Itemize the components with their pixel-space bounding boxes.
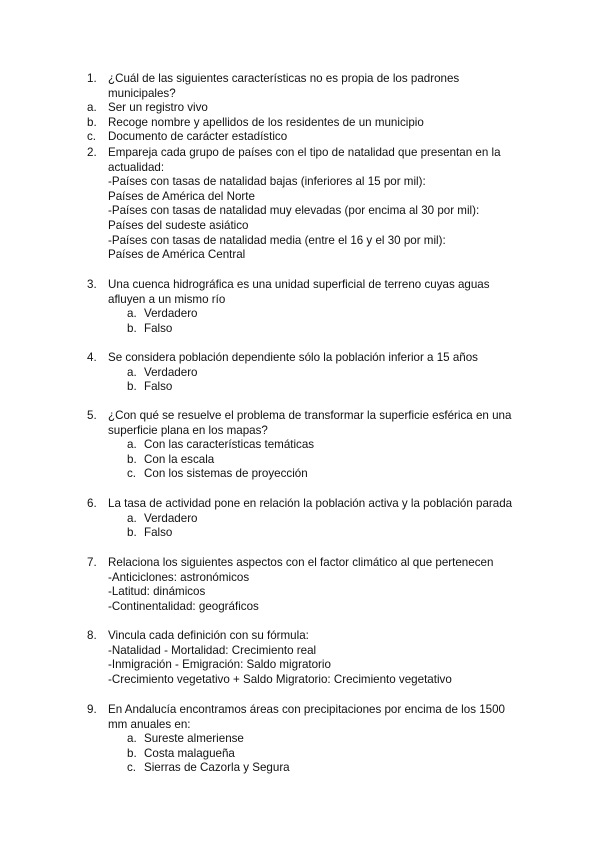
option <box>127 438 527 453</box>
option-text: Con la escala <box>144 452 215 466</box>
option-letter: c. <box>127 467 137 481</box>
option-letter: c. <box>127 761 137 775</box>
option-letter: b. <box>127 452 137 466</box>
question-4 <box>87 351 527 395</box>
option-letter: b. <box>127 321 137 335</box>
question-text: La tasa de actividad pone en relación la población activa y la población parada <box>108 497 513 510</box>
option-text: Falso <box>144 526 173 540</box>
question-number: 5. <box>87 409 97 422</box>
question-text: Relaciona los siguientes aspectos con el factor climático al que pertenecen <box>108 556 494 569</box>
option <box>127 761 527 776</box>
option <box>87 130 527 145</box>
option <box>127 512 527 527</box>
option-letter: a. <box>127 365 137 379</box>
question-text: Se considera población dependiente sólo la población inferior a 15 años <box>108 351 478 364</box>
question-2 <box>87 146 527 263</box>
answer-line: -Países con tasas de natalidad media (entre el 16 y el 30 por mil): <box>108 233 446 247</box>
option-letter: b. <box>127 746 137 760</box>
question-7 <box>87 556 527 614</box>
option-text: Falso <box>144 321 173 335</box>
question-number: 7. <box>87 556 97 569</box>
option-text: Recoge nombre y apellidos de los residentes de un municipio <box>108 115 424 129</box>
answer-line: -Natalidad - Mortalidad: Crecimiento real <box>108 643 317 657</box>
question-text: Vincula cada definición con su fórmula: <box>108 629 309 642</box>
answer-line: -Crecimiento vegetativo + Saldo Migratorio: Crecimiento vegetativo <box>108 672 452 686</box>
answer-block <box>87 571 527 615</box>
option-text: Falso <box>144 380 173 394</box>
question-text: Empareja cada grupo de países con el tipo de natalidad que presentan en la actualidad: <box>108 146 501 174</box>
answer-line: -Continentalidad: geográficos <box>108 599 259 613</box>
option-letter: a. <box>127 732 137 746</box>
question-number: 6. <box>87 497 97 510</box>
question-9 <box>87 703 527 776</box>
option-text: Sureste almeriense <box>144 732 244 746</box>
option-letter: b. <box>87 115 97 129</box>
option-letter: a. <box>127 438 137 452</box>
question-text: ¿Cuál de las siguientes características no es propia de los padrones municipales? <box>108 72 460 100</box>
answer-block <box>87 175 527 263</box>
option-text: Con los sistemas de proyección <box>144 467 308 481</box>
option <box>127 366 527 381</box>
answer-line: Países de América del Norte <box>108 189 255 203</box>
answer-line: -Países con tasas de natalidad bajas (inferiores al 15 por mil): <box>108 175 426 189</box>
option <box>127 453 527 468</box>
question-number: 3. <box>87 278 97 291</box>
option-text: Documento de carácter estadístico <box>108 130 288 144</box>
option <box>127 467 527 482</box>
answer-line: -Anticiclones: astronómicos <box>108 570 250 584</box>
option-letter: a. <box>127 307 137 321</box>
option-letter: a. <box>127 511 137 525</box>
answer-line: -Países con tasas de natalidad muy elevadas (por encima al 30 por mil): <box>108 204 480 218</box>
option-text: Verdadero <box>144 365 198 379</box>
question-3 <box>87 278 527 336</box>
answer-line: -Inmigración - Emigración: Saldo migratorio <box>108 658 331 672</box>
answer-line: -Latitud: dinámicos <box>108 585 206 599</box>
option-text: Verdadero <box>144 307 198 321</box>
option <box>127 526 527 541</box>
question-number: 8. <box>87 629 97 642</box>
option <box>127 747 527 762</box>
question-6 <box>87 497 527 541</box>
option-text: Sierras de Cazorla y Segura <box>144 761 290 775</box>
question-text: En Andalucía encontramos áreas con precipitaciones por encima de los 1500 mm anuales en: <box>108 703 506 731</box>
question-number: 1. <box>87 72 97 85</box>
option-letter: a. <box>87 101 97 115</box>
answer-line: Países de América Central <box>108 248 246 262</box>
option-letter: b. <box>127 526 137 540</box>
question-8 <box>87 629 527 687</box>
question-number: 4. <box>87 351 97 364</box>
question-5 <box>87 409 527 482</box>
answer-line: Países del sudeste asiático <box>108 218 249 232</box>
answer-block <box>87 644 527 688</box>
option-text: Con las características temáticas <box>144 438 315 452</box>
question-text: ¿Con qué se resuelve el problema de transformar la superficie esférica en una superficie plana en los mapas? <box>108 409 512 437</box>
question-text: Una cuenca hidrográfica es una unidad superficial de terreno cuyas aguas afluyen a un mismo río <box>108 278 490 306</box>
option-text: Verdadero <box>144 511 198 525</box>
question-1 <box>87 72 527 145</box>
option <box>87 116 527 131</box>
option <box>127 322 527 337</box>
option <box>127 380 527 395</box>
option <box>87 101 527 116</box>
option <box>127 307 527 322</box>
option-letter: c. <box>87 130 97 144</box>
question-number: 9. <box>87 703 97 716</box>
option-text: Ser un registro vivo <box>108 101 208 115</box>
option <box>127 732 527 747</box>
option-text: Costa malagueña <box>144 746 235 760</box>
option-letter: b. <box>127 380 137 394</box>
question-number: 2. <box>87 146 97 159</box>
